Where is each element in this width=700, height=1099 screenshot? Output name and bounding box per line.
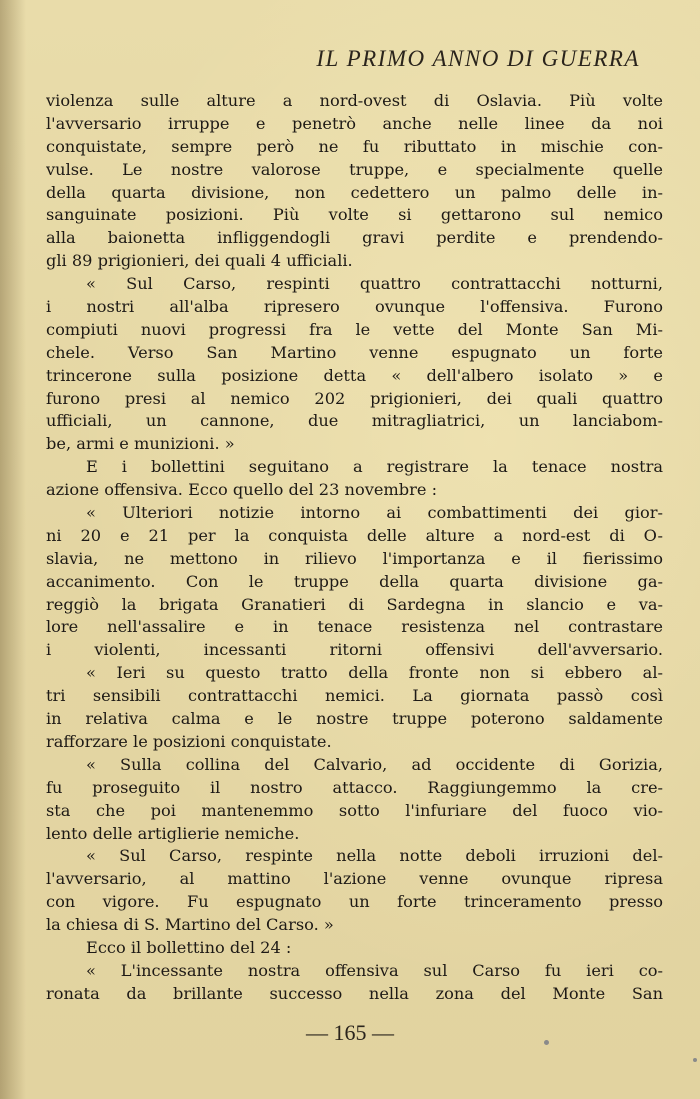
text-line: « Sul Carso, respinte nella notte deboli irruzioni del-	[86, 846, 663, 866]
text-line: ufficiali, un cannone, due mitragliatrici, un lanciabom-	[46, 411, 663, 431]
text-line: « Sul Carso, respinti quattro contrattacchi notturni,	[86, 274, 663, 294]
page-number: — 165 —	[306, 1020, 394, 1045]
text-line: azione offensiva. Ecco quello del 23 novembre :	[46, 480, 438, 500]
text-line: sanguinate posizioni. Più volte si gettarono sul nemico	[46, 205, 663, 225]
text-line: chele. Verso San Martino venne espugnato un forte	[46, 342, 663, 362]
text-line: tri sensibili contrattacchi nemici. La giornata passò così	[46, 686, 663, 706]
text-line: della quarta divisione, non cedettero un palmo delle in-	[46, 182, 663, 202]
page-gutter-shadow	[0, 0, 26, 1099]
page-speck	[693, 1058, 697, 1062]
text-line: gli 89 prigionieri, dei quali 4 ufficiali.	[46, 251, 353, 271]
text-line: « Ulteriori notizie intorno ai combattimenti dei gior-	[86, 503, 663, 523]
text-line: lore nell'assalire e in tenace resistenza nel contrastare	[46, 617, 663, 637]
text-line: lento delle artiglierie nemiche.	[46, 823, 300, 843]
page-speck	[544, 1040, 549, 1045]
text-line: E i bollettini seguitano a registrare la tenace nostra	[86, 457, 663, 477]
text-line: be, armi e munizioni. »	[46, 434, 235, 454]
text-line: furono presi al nemico 202 prigionieri, dei quali quattro	[46, 388, 663, 408]
text-line: reggiò la brigata Granatieri di Sardegna in slancio e va-	[46, 594, 663, 614]
running-header: IL PRIMO ANNO DI GUERRA	[316, 46, 640, 71]
text-line: i violenti, incessanti ritorni offensivi dell'avversario.	[46, 640, 663, 660]
text-line: trincerone sulla posizione detta « dell'albero isolato » e	[46, 365, 663, 385]
text-line: fu proseguito il nostro attacco. Raggiungemmo la cre-	[46, 777, 663, 797]
text-line: conquistate, sempre però ne fu ributtato in mischie con-	[46, 136, 663, 156]
text-line: accanimento. Con le truppe della quarta divisione ga-	[46, 571, 663, 591]
text-line: ronata da brillante successo nella zona del Monte San	[46, 983, 663, 1003]
text-line: la chiesa di S. Martino del Carso. »	[46, 915, 334, 935]
text-line: in relativa calma e le nostre truppe poterono saldamente	[46, 709, 663, 729]
text-line: vulse. Le nostre valorose truppe, e specialmente quelle	[46, 159, 663, 179]
text-line: alla baionetta infliggendogli gravi perdite e prendendo-	[46, 228, 663, 248]
text-line: sta che poi mantenemmo sotto l'infuriare del fuoco vio-	[46, 800, 663, 820]
text-line: ni 20 e 21 per la conquista delle alture a nord-est di O-	[46, 525, 663, 545]
text-line: violenza sulle alture a nord-ovest di Oslavia. Più volte	[46, 91, 663, 110]
text-line: « Ieri su questo tratto della fronte non si ebbero al-	[86, 663, 663, 683]
text-line: l'avversario, al mattino l'azione venne ovunque ripresa	[46, 869, 663, 889]
text-line: con vigore. Fu espugnato un forte trinceramento presso	[46, 892, 663, 912]
page-body-text	[46, 90, 663, 1006]
text-line: « Sulla collina del Calvario, ad occidente di Gorizia,	[86, 754, 663, 774]
text-line: slavia, ne mettono in rilievo l'importanza e il fierissimo	[46, 548, 663, 568]
text-line: l'avversario irruppe e penetrò anche nelle linee da noi	[46, 113, 663, 133]
text-line: Ecco il bollettino del 24 :	[86, 937, 292, 957]
text-line: compiuti nuovi progressi fra le vette del Monte San Mi-	[46, 319, 663, 339]
text-line: rafforzare le posizioni conquistate.	[46, 731, 332, 751]
text-line: « L'incessante nostra offensiva sul Carso fu ieri co-	[86, 960, 663, 980]
text-line: i nostri all'alba ripresero ovunque l'offensiva. Furono	[46, 297, 663, 317]
